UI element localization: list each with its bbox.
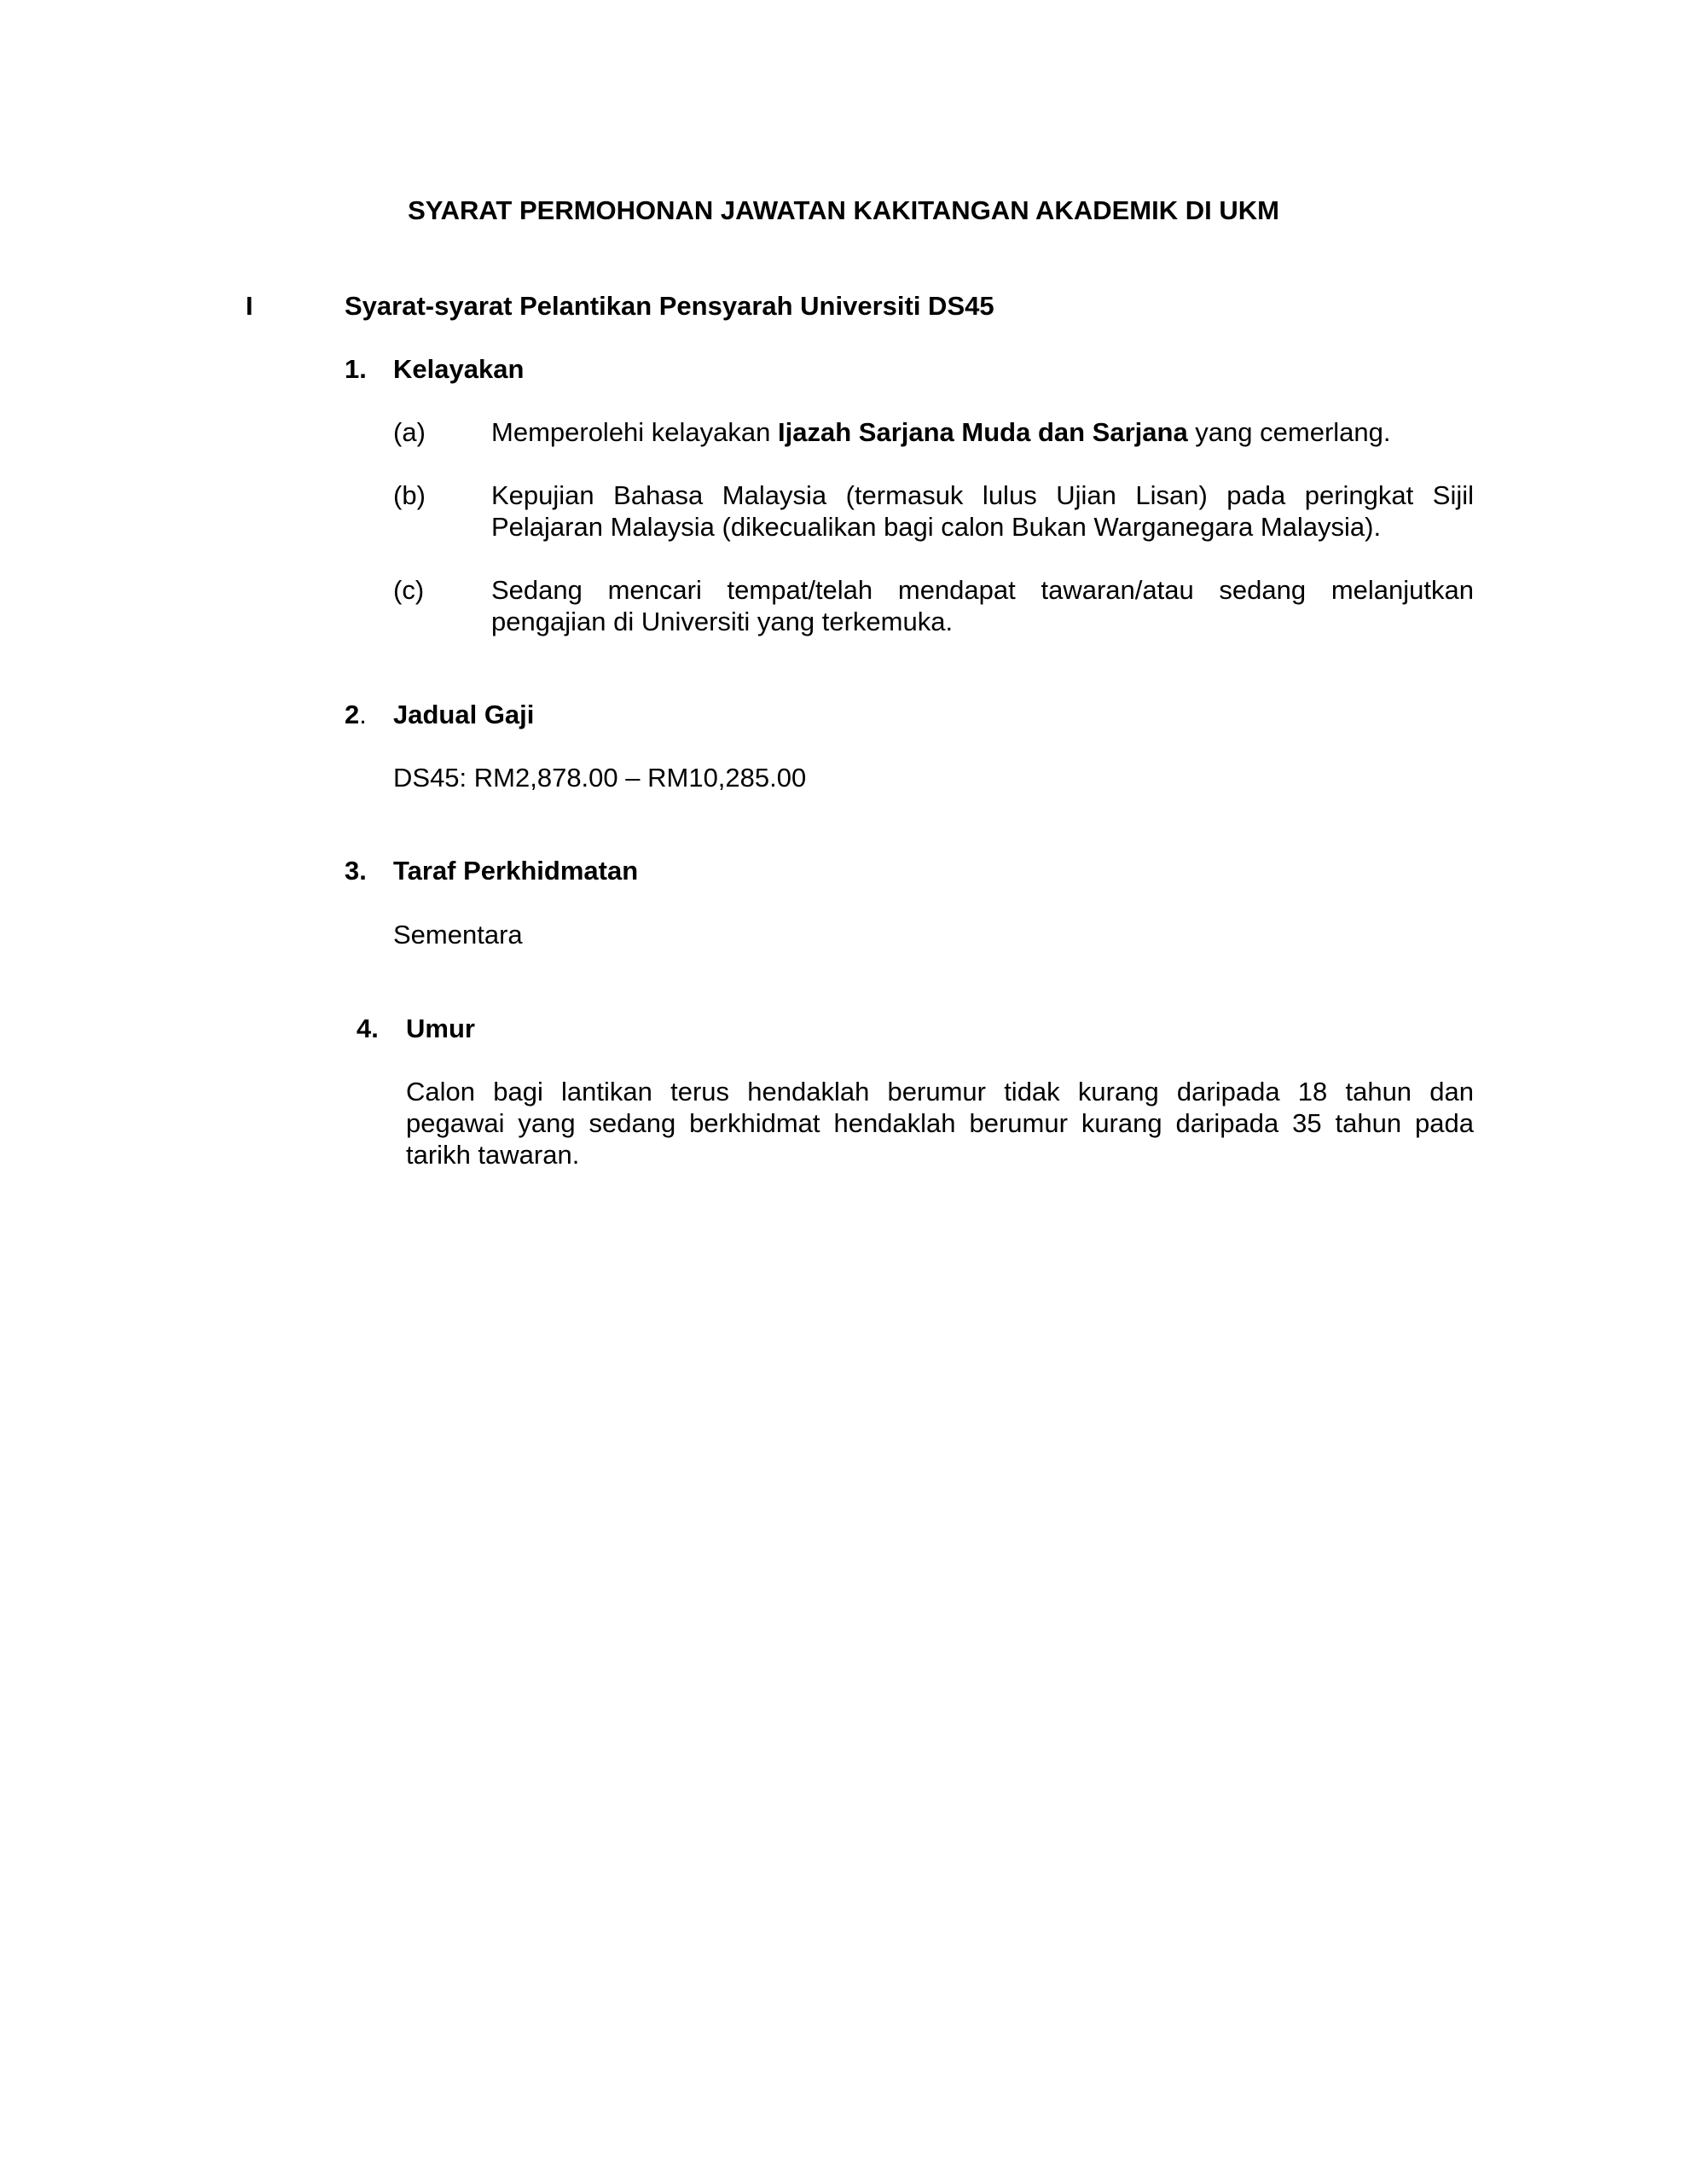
- item-2-heading: Jadual Gaji: [393, 700, 535, 729]
- subitem-c-line-2: pengajian di Universiti yang terkemuka.: [491, 607, 954, 636]
- subitem-c-text: [491, 574, 1474, 637]
- age-line-2: pegawai yang sedang berkhidmat hendaklah berumur kurang daripada 35 tahun pada: [406, 1108, 1474, 1138]
- subitem-c-line-1: Sedang mencari tempat/telah mendapat tawaran/atau sedang melanjutkan: [491, 575, 1474, 605]
- section-heading: Syarat-syarat Pelantikan Pensyarah Universiti DS45: [345, 291, 994, 321]
- item-1-number: 1.: [345, 354, 367, 384]
- age-line-1: Calon bagi lantikan terus hendaklah berumur tidak kurang daripada 18 tahun dan: [406, 1077, 1474, 1107]
- subitem-a-label: (a): [393, 417, 426, 447]
- subitem-b-label: (b): [393, 480, 426, 510]
- document-title: SYARAT PERMOHONAN JAWATAN KAKITANGAN AKADEMIK DI UKM: [408, 195, 1279, 225]
- item-4-number: 4.: [357, 1014, 379, 1043]
- subitem-b-text: [491, 479, 1474, 543]
- subitem-a-text-end: yang cemerlang.: [1187, 417, 1391, 447]
- item-1-heading: Kelayakan: [393, 354, 525, 384]
- service-status: Sementara: [393, 920, 523, 950]
- subitem-c-label: (c): [393, 575, 425, 605]
- subitem-b-line-1: Kepujian Bahasa Malaysia (termasuk lulus Ujian Lisan) pada peringkat Sijil: [491, 480, 1474, 510]
- item-3-heading: Taraf Perkhidmatan: [393, 856, 639, 886]
- item-2-number-period: .: [359, 700, 367, 729]
- subitem-a-text-bold: Ijazah Sarjana Muda dan Sarjana: [778, 417, 1188, 447]
- subitem-b-line-2: Pelajaran Malaysia (dikecualikan bagi calon Bukan Warganegara Malaysia).: [491, 512, 1382, 542]
- subitem-a-text: [491, 416, 1391, 448]
- age-requirement-text: [406, 1076, 1474, 1170]
- item-4-heading: Umur: [406, 1014, 475, 1043]
- subitem-a-text-start: Memperolehi kelayakan: [491, 417, 779, 447]
- item-2-number: [345, 699, 367, 730]
- section-number: I: [246, 291, 253, 321]
- item-2-number-digit: 2: [345, 700, 360, 729]
- item-3-number: 3.: [345, 856, 367, 886]
- age-line-3: tarikh tawaran.: [406, 1140, 580, 1170]
- salary-range: DS45: RM2,878.00 – RM10,285.00: [393, 763, 807, 793]
